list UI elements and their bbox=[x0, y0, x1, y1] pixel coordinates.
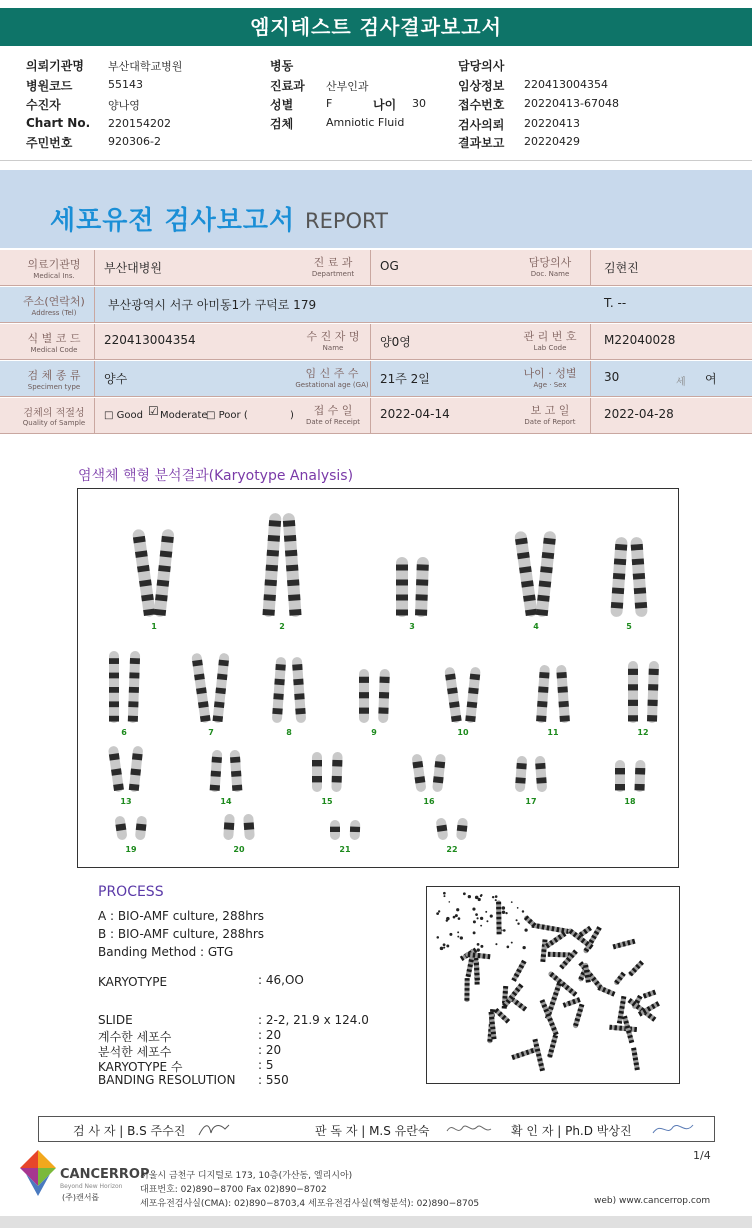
chromosome-number-11: 11 bbox=[547, 728, 559, 737]
age-value: 30 bbox=[412, 97, 426, 110]
examiner-signature: 검 사 자 | B.S 주수진 bbox=[73, 1124, 186, 1138]
quality-moderate-checkbox: ☑ bbox=[148, 404, 159, 418]
dept-key: 진료과 bbox=[270, 79, 305, 93]
specimen-key: 검체 bbox=[270, 117, 294, 131]
slide-value: : 2-2, 21.9 x 124.0 bbox=[258, 1013, 369, 1027]
logo-tagline: Beyond New Horizon bbox=[60, 1183, 123, 1190]
address-value: 부산광역시 서구 아미동1가 구덕로 179 bbox=[108, 298, 317, 312]
age-unit: 세 bbox=[676, 377, 686, 388]
bottom-strip bbox=[0, 1216, 752, 1228]
hospital-code-key: 병원코드 bbox=[26, 79, 73, 93]
resolution-value: : 550 bbox=[258, 1073, 289, 1087]
reader-signature: 판 독 자 | M.S 유란숙 bbox=[315, 1124, 430, 1138]
process-culture-a: A : BIO-AMF culture, 288hrs bbox=[98, 909, 265, 923]
process-culture-b: B : BIO-AMF culture, 288hrs bbox=[98, 927, 265, 941]
patient-key: 수진자 bbox=[26, 98, 61, 112]
id-value: 220413004354 bbox=[104, 333, 196, 347]
chromosome-number-17: 17 bbox=[525, 797, 537, 806]
ward-key: 병동 bbox=[270, 59, 294, 73]
chromosome-number-8: 8 bbox=[286, 728, 292, 737]
chromosome-number-2: 2 bbox=[279, 622, 285, 631]
metaphase-spread bbox=[427, 887, 679, 1083]
clinical-info-value: 220413004354 bbox=[524, 78, 608, 91]
examiner-signature-scribble bbox=[195, 1119, 235, 1139]
chromosome-number-7: 7 bbox=[208, 728, 214, 737]
clinical-info-key: 임상정보 bbox=[458, 79, 505, 93]
agesex-label: 나이 · 성별 Age · Sex bbox=[523, 367, 577, 389]
age-value: 30 bbox=[604, 370, 620, 384]
tel-value: T. -- bbox=[604, 296, 627, 310]
chromosome-number-22: 22 bbox=[446, 845, 458, 854]
header-divider bbox=[0, 160, 752, 161]
ga-value: 21주 2일 bbox=[380, 372, 430, 386]
ga-label: 임 신 주 수 Gestational age (GA) bbox=[295, 367, 369, 389]
chart-no-key: Chart No. bbox=[26, 116, 91, 130]
receipt-label: 접 수 일 Date of Receipt bbox=[305, 404, 361, 426]
company-phone: 대표번호: 02)890−8700 Fax 02)890−8702 bbox=[140, 1185, 327, 1195]
counted-cells-key: 계수한 세포수 bbox=[98, 1030, 172, 1044]
chromosome-number-21: 21 bbox=[339, 845, 351, 854]
mgmt-label: 관 리 번 호 Lab Code bbox=[523, 330, 577, 352]
info-row-specimen bbox=[0, 361, 752, 397]
chromosome-number-3: 3 bbox=[409, 622, 415, 631]
patient-value: 양나영 bbox=[108, 99, 140, 112]
chromosome-number-13: 13 bbox=[120, 797, 132, 806]
logo-wordmark: CANCERROP bbox=[60, 1167, 150, 1182]
lab-phones: 세포유전검사실(CMA): 02)890−8703,4 세포유전검사실(핵형분석): 02)890−8705 bbox=[140, 1199, 480, 1209]
chromosome-number-15: 15 bbox=[321, 797, 333, 806]
doctor-label: 담당의사 Doc. Name bbox=[528, 256, 572, 278]
karyogram-chromosomes bbox=[78, 489, 678, 867]
report-title: 세포유전 검사보고서 bbox=[50, 206, 296, 236]
dept-code: OG bbox=[380, 259, 399, 273]
chromosome-number-12: 12 bbox=[637, 728, 649, 737]
counted-cells-value: : 20 bbox=[258, 1028, 282, 1042]
institution-label: 의료기관명 Medical Ins. bbox=[27, 258, 81, 280]
chromosome-number-6: 6 bbox=[121, 728, 127, 737]
institution-value: 부산대학교병원 bbox=[108, 60, 183, 73]
report-date: 2022-04-28 bbox=[604, 407, 674, 421]
report-subtitle: REPORT bbox=[305, 209, 388, 233]
report-date-label: 보 고 일 Date of Report bbox=[524, 404, 576, 426]
analyzed-cells-value: : 20 bbox=[258, 1043, 282, 1057]
doctor-name: 김현진 bbox=[604, 261, 639, 275]
receipt-date: 2022-04-14 bbox=[380, 407, 450, 421]
specimen-value: Amniotic Fluid bbox=[326, 116, 405, 129]
confirmer-signature-scribble bbox=[651, 1119, 695, 1139]
chromosome-number-4: 4 bbox=[533, 622, 539, 631]
karyotype-count-value: : 5 bbox=[258, 1058, 274, 1072]
signature-box bbox=[38, 1116, 715, 1142]
confirmer-signature: 확 인 자 | Ph.D 박상진 bbox=[511, 1124, 632, 1138]
specimen-type-value: 양수 bbox=[104, 372, 128, 386]
quality-label: 검체의 적절성 Quality of Sample bbox=[22, 408, 86, 427]
institution-name: 부산대병원 bbox=[104, 261, 162, 275]
dept-value: 산부인과 bbox=[326, 80, 369, 93]
karyotype-count-key: KARYOTYPE 수 bbox=[98, 1060, 183, 1074]
accession-value: 20220413-67048 bbox=[524, 97, 619, 110]
chromosome-number-1: 1 bbox=[151, 622, 157, 631]
karyotype-section-title: 염색체 핵형 분석결과(Karyotype Analysis) bbox=[78, 468, 354, 484]
chromosome-number-20: 20 bbox=[233, 845, 245, 854]
chromosome-number-9: 9 bbox=[371, 728, 377, 737]
name-label: 수 진 자 명 Name bbox=[306, 330, 360, 352]
process-banding-method: Banding Method : GTG bbox=[98, 945, 234, 959]
reader-signature-scribble bbox=[445, 1119, 493, 1139]
chart-no-value: 220154202 bbox=[108, 117, 171, 130]
sex-key: 성별 bbox=[270, 98, 294, 112]
hospital-code-value: 55143 bbox=[108, 78, 143, 91]
request-date-key: 검사의뢰 bbox=[458, 118, 505, 132]
page-number: 1/4 bbox=[693, 1149, 711, 1162]
specimen-type-label: 검 체 종 류 Specimen type bbox=[27, 369, 81, 391]
company-address: 서울시 금천구 디지털로 173, 10층(가산동, 엘리시아) bbox=[140, 1171, 353, 1181]
result-date-value: 20220429 bbox=[524, 135, 580, 148]
karyogram-image bbox=[77, 488, 679, 868]
doctor-key: 담당의사 bbox=[458, 59, 505, 73]
metaphase-image bbox=[426, 886, 680, 1084]
chromosome-number-19: 19 bbox=[125, 845, 137, 854]
chromosome-number-18: 18 bbox=[624, 797, 636, 806]
process-title: PROCESS bbox=[98, 884, 164, 900]
chromosome-number-10: 10 bbox=[457, 728, 469, 737]
mgmt-value: M22040028 bbox=[604, 333, 676, 347]
sex-value: 여 bbox=[705, 372, 717, 386]
info-row-id bbox=[0, 324, 752, 360]
report-header-title: 엠지테스트 검사결과보고서 bbox=[0, 8, 752, 46]
quality-moderate-option: Moderate bbox=[160, 410, 208, 421]
quality-poor-option: □ Poor ( bbox=[206, 410, 248, 421]
info-row-address bbox=[0, 287, 752, 323]
info-row-institution bbox=[0, 250, 752, 286]
name-value: 양0영 bbox=[380, 335, 411, 349]
id-label: 식 별 코 드 Medical Code bbox=[27, 332, 81, 354]
request-date-value: 20220413 bbox=[524, 117, 580, 130]
slide-key: SLIDE bbox=[98, 1013, 133, 1027]
resident-no-key: 주민번호 bbox=[26, 136, 73, 150]
cancerrop-logo-icon bbox=[20, 1150, 56, 1196]
resolution-key: BANDING RESOLUTION bbox=[98, 1073, 236, 1087]
quality-good-option: □ Good bbox=[104, 410, 143, 421]
institution-key: 의뢰기관명 bbox=[26, 59, 84, 73]
sex-value: F bbox=[326, 97, 333, 110]
accession-key: 접수번호 bbox=[458, 98, 505, 112]
company-name: (주)캔서롭 bbox=[62, 1193, 100, 1202]
result-date-key: 결과보고 bbox=[458, 136, 505, 150]
chromosome-number-14: 14 bbox=[220, 797, 232, 806]
age-key: 나이 bbox=[373, 98, 397, 112]
info-row-quality bbox=[0, 398, 752, 434]
address-label: 주소(연락처) Address (Tel) bbox=[23, 295, 85, 317]
company-website[interactable]: web) www.cancerrop.com bbox=[594, 1196, 711, 1206]
chromosome-number-16: 16 bbox=[423, 797, 435, 806]
chromosome-number-5: 5 bbox=[626, 622, 632, 631]
dept-label: 진 료 과 Department bbox=[311, 256, 355, 278]
karyotype-key: KARYOTYPE bbox=[98, 975, 168, 989]
karyotype-value: : 46,OO bbox=[258, 973, 304, 987]
analyzed-cells-key: 분석한 세포수 bbox=[98, 1045, 172, 1059]
resident-no-value: 920306-2 bbox=[108, 135, 161, 148]
quality-poor-close: ) bbox=[290, 410, 294, 421]
